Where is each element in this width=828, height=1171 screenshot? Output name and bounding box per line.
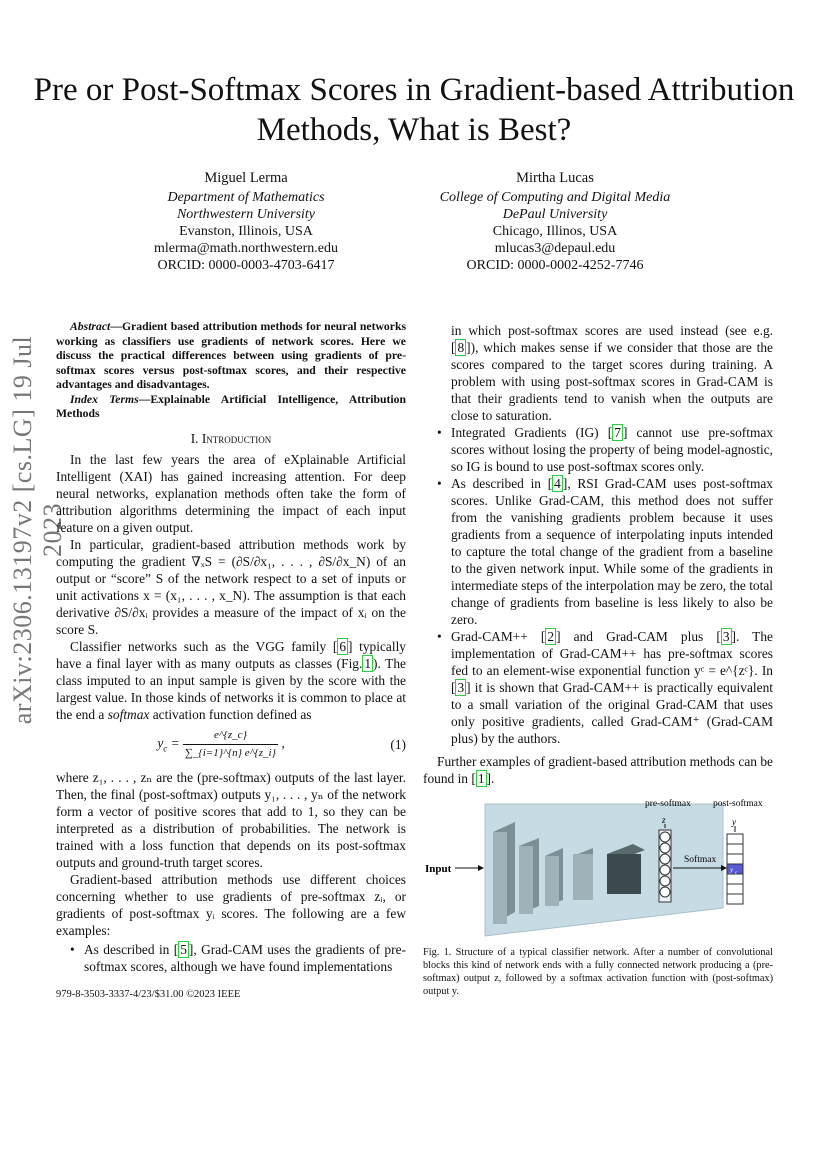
arrow-head-icon bbox=[478, 865, 484, 871]
index-terms bbox=[56, 393, 406, 422]
text-span: Grad-CAM++ bbox=[451, 629, 528, 644]
emphasis: softmax bbox=[107, 706, 150, 722]
text-span: ), which makes sense if we consider that those are the scores compared to the target scores during training. A problem with using post-softmax scores in Grad-CAM is that their gradients tend to vanish when the outputs are close to saturation. bbox=[451, 340, 773, 423]
conv-block bbox=[519, 838, 539, 914]
pre-softmax-label: pre-softmax bbox=[645, 799, 691, 809]
text-span: in which post-softmax scores are used instead (see e.g. bbox=[451, 323, 773, 338]
text-span: Further examples of gradient-based attribution methods can be found in bbox=[423, 754, 773, 786]
list-item: • As described in [ 5 ], Grad-CAM uses the gradients of pre-softmax scores, although we have found implementations bbox=[70, 941, 406, 974]
list-item: • Grad-CAM++ [ 2 ] and Grad-CAM plus [ 3 ]. The implementation of Grad-CAM++ has pre-softmax scores fed to an element-wise exponential function yᶜ = e^{zᶜ}. In [ 3 ] it is shown that Grad-CAM++ is practically equivalent to a small variation of the original Grad-CAM that uses only positive gradients, called Grad-CAM⁺ (Grad-CAM plus) by the authors. bbox=[437, 629, 774, 746]
text-span: and Grad-CAM plus bbox=[573, 629, 704, 644]
author-city: Chicago, Illinos, USA bbox=[492, 224, 618, 239]
text-span: it is shown that Grad-CAM++ is practically equivalent to a small variation of the original Grad-CAM that uses only positive gradients, called Grad-CAM⁺ (Grad-CAM plus) by the authors. bbox=[451, 680, 773, 746]
citation-link[interactable]: 3 bbox=[722, 629, 730, 644]
citation-link[interactable]: 7 bbox=[614, 425, 621, 440]
text-span: As described in bbox=[451, 476, 541, 491]
bullet-list bbox=[56, 941, 406, 975]
author-univ: Northwestern University bbox=[176, 207, 316, 222]
author-dept: Department of Mathematics bbox=[167, 190, 325, 205]
abstract bbox=[56, 320, 406, 393]
yc-label: y bbox=[730, 866, 734, 874]
citation-link[interactable]: 5 bbox=[180, 941, 187, 957]
conv-block bbox=[545, 848, 563, 906]
further-paragraph: Further examples of gradient-based attribution methods can be found in [ 1 ]. bbox=[423, 754, 773, 786]
equation-1 bbox=[56, 727, 406, 763]
citation-link[interactable]: 1 bbox=[477, 771, 485, 786]
eq-sign: = bbox=[167, 735, 183, 751]
index-terms-label: Index Terms bbox=[70, 392, 139, 406]
arxiv-stamp[interactable]: arXiv:2306.13197v2 [cs.LG] 19 Jul 2023 bbox=[8, 335, 67, 725]
text-span: Integrated Gradients (IG) bbox=[451, 425, 599, 440]
intro-paragraph-2: In particular, gradient-based attribution methods work by computing the gradient ∇ₓS = (∂S/∂x₁, . . . , ∂S/∂x_N) of an output or “score” S of the network respect to a set of inputs or unit activations x = (x₁, . . . , x_N). The assumption is that each derivative ∂S/∂xᵢ provides a measure of the impact of xᵢ on the score S. bbox=[56, 536, 406, 637]
abstract-label: Abstract bbox=[70, 320, 111, 333]
author-city: Evanston, Illinois, USA bbox=[179, 224, 313, 239]
citation-link[interactable]: 4 bbox=[554, 476, 561, 491]
author-block-2 bbox=[405, 170, 705, 274]
bullet-icon: • bbox=[437, 476, 442, 491]
intro-paragraph-4: where z₁, . . . , zₙ are the (pre-softmax) outputs of the last layer. Then, the final (post-softmax) outputs y₁, . . . , yₙ of the network form a vector of positive scores that add to 1, so they can be interpreted as a distribution of probabilities. The network is trained with a loss function that depends on its post-softmax outputs and ground-truth target scores. bbox=[56, 769, 406, 870]
network-diagram bbox=[423, 796, 779, 946]
text-span: cannot use pre-softmax scores without losing the property of being model-agnostic, so IG is bound to use post-softmax scores only. bbox=[451, 425, 774, 474]
text-span: , RSI Grad-CAM uses post-softmax scores. Unlike Grad-CAM, this method does not suffer from the vanishing gradients problem because it uses gradients from a sequence of interpolating inputs intended to capture the total change of the gradient from a baseline to the given network input. While some of the gradients in intermediate steps of the interpolation may be zero, the total change of gradients from baseline is less likely to also be zero. bbox=[451, 476, 774, 627]
index-terms-text: —Explainable Artificial Intelligence, Attribution Methods bbox=[56, 392, 406, 420]
author-orcid: ORCID: 0000-0003-4703-6417 bbox=[157, 258, 335, 273]
text-span: Classifier networks such as the VGG family bbox=[70, 638, 327, 654]
yc-sub-label: c bbox=[735, 871, 738, 876]
post-softmax-label: post-softmax bbox=[713, 799, 763, 809]
section-heading: I. Introduction bbox=[190, 430, 272, 446]
eq-tail: , bbox=[277, 735, 285, 751]
text-span: . bbox=[491, 771, 495, 786]
eq-fraction bbox=[183, 727, 278, 762]
list-item: in which post-softmax scores are used instead (see e.g. [ 8 ]), which makes sense if we consider that those are the scores compared to the target scores during training. A problem with using post-softmax scores in Grad-CAM is that their gradients tend to vanish when the outputs are close to saturation. bbox=[451, 323, 773, 423]
input-label: Input bbox=[425, 863, 452, 875]
y-label: y bbox=[732, 817, 736, 827]
eq-lhs: y bbox=[157, 735, 164, 751]
figure-link[interactable]: 1 bbox=[364, 655, 372, 671]
left-column bbox=[56, 320, 406, 975]
author-name: Mirtha Lucas bbox=[516, 170, 594, 186]
list-item: • Integrated Gradients (IG) [ 7 ] cannot use pre-softmax scores without losing the property of being model-agnostic, so IG is bound to use post-softmax scores only. bbox=[437, 425, 774, 474]
eq-numerator: e^{z_c} bbox=[183, 727, 278, 745]
conv-block bbox=[573, 848, 593, 900]
figure-1 bbox=[423, 796, 779, 946]
bullet-icon: • bbox=[437, 629, 442, 644]
softmax-label: Softmax bbox=[684, 855, 717, 865]
text-span: . The implementation of Grad-CAM++ has pre-softmax scores fed to an element-wise exponential function yᶜ = e^{zᶜ}. In bbox=[451, 629, 774, 678]
figure-caption: Fig. 1. Structure of a typical classifier network. After a number of convolutional blocks this kind of network ends with a fully connected network producing a (pre-softmax) output z, followed by a softmax activation function with (post-softmax) output y. bbox=[423, 947, 773, 997]
eq-lhs-sub: c bbox=[163, 743, 168, 754]
text-span: ). The class imputed to an input sample is given by the score with the largest value. In those kinds of networks it is common to place at the end a bbox=[56, 655, 406, 722]
author-block-1 bbox=[96, 170, 396, 274]
author-email[interactable]: mlerma@math.northwestern.edu bbox=[154, 241, 338, 256]
citation-link[interactable]: 2 bbox=[547, 629, 555, 644]
bullet-icon: • bbox=[70, 941, 75, 957]
author-orcid: ORCID: 0000-0002-4252-7746 bbox=[466, 258, 644, 273]
intro-paragraph-1: In the last few years the area of eXplainable Artificial Intelligent (XAI) has gained increasing attention. For deep neural networks, explanation methods often take the form of attribution algorithms determining the impact of each input feature on a given output. bbox=[56, 451, 406, 535]
intro-paragraph-3: Classifier networks such as the VGG family [ 6 ] typically have a final layer with as many outputs as classes (Fig. 1 ). The class imputed to an input sample is given by the score with the largest value. In those kinds of networks it is common to place at the end a softmax activation function defined as bbox=[56, 638, 406, 722]
arrow-head-icon bbox=[721, 865, 727, 871]
text-span: , Grad-CAM uses the gradients of pre-softmax scores, although we have found implementations bbox=[84, 941, 406, 974]
author-dept: College of Computing and Digital Media bbox=[439, 190, 671, 205]
citation-link[interactable]: 6 bbox=[339, 638, 347, 654]
bullet-icon: • bbox=[437, 425, 442, 440]
text-span: activation function defined as bbox=[152, 706, 312, 722]
eq-denominator: ∑_{i=1}^{n} e^{z_i} bbox=[185, 747, 276, 759]
author-email[interactable]: mlucas3@depaul.edu bbox=[494, 241, 616, 256]
right-column bbox=[423, 320, 773, 787]
author-univ: DePaul University bbox=[502, 207, 608, 222]
author-name: Miguel Lerma bbox=[204, 170, 288, 186]
page-title: Pre or Post-Softmax Scores in Gradient-based Attribution Methods, What is Best? bbox=[33, 72, 795, 148]
bullet-list bbox=[423, 322, 773, 747]
pre-softmax-layer bbox=[659, 830, 671, 902]
citation-link[interactable]: 8 bbox=[457, 340, 465, 355]
equation-body bbox=[56, 727, 386, 762]
text-span: typically have a final layer with as many outputs as classes (Fig. bbox=[56, 638, 406, 671]
citation-link[interactable]: 3 bbox=[457, 680, 465, 695]
conv-block bbox=[493, 822, 515, 924]
intro-paragraph-5: Gradient-based attribution methods use different choices concerning whether to use gradients of pre-softmax zᵢ, or gradients of post-softmax yᵢ scores. The following are a few examples: bbox=[56, 871, 406, 938]
abstract-text: —Gradient based attribution methods for neural networks working as classifiers use gradients of network scores. Here we discuss the practical differences between using gradients of pre-softmax scores versus post-softmax scores, and their respective advantages and disadvantages. bbox=[56, 320, 406, 391]
equation-number: (1) bbox=[390, 737, 406, 752]
footer-copyright: 979-8-3503-3337-4/23/$31.00 ©2023 IEEE bbox=[56, 989, 241, 1000]
text-span: As described in bbox=[84, 941, 170, 957]
z-label: z bbox=[662, 815, 666, 825]
list-item: • As described in [ 4 ], RSI Grad-CAM uses post-softmax scores. Unlike Grad-CAM, this method does not suffer from the vanishing gradients problem because it uses gradients from a sequence of interpolating inputs intended to capture the total change of the gradient from a baseline to the given network input. While some of the gradients in intermediate steps of the interpolation may be zero, the total change of gradients from baseline is less likely to also be zero. bbox=[437, 476, 774, 627]
